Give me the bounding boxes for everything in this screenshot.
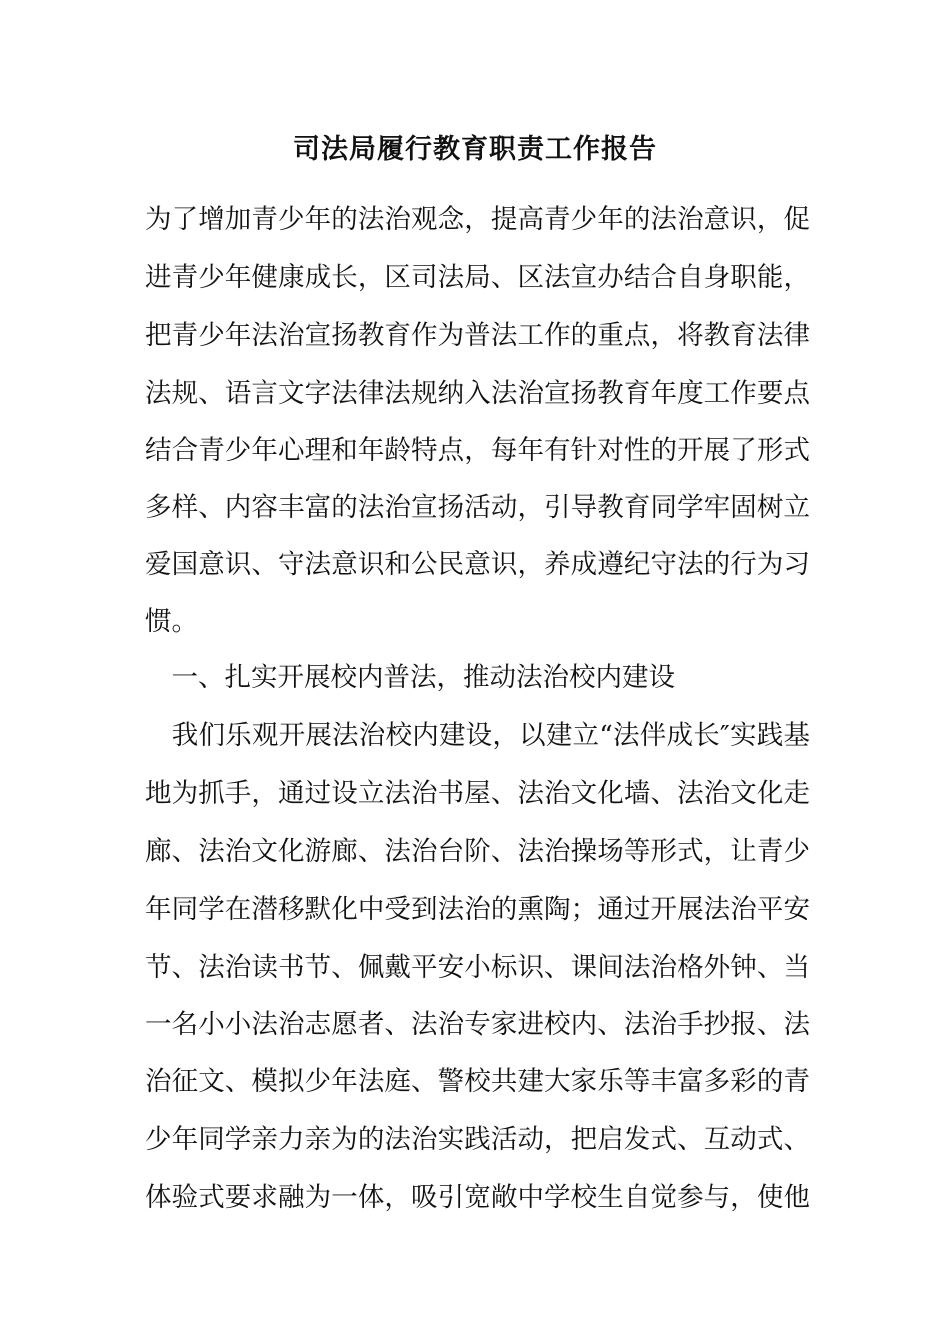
paragraph-line: 爱国意识、守法意识和公民意识，养成遵纪守法的行为习 [145,549,810,580]
paragraph-line: 少年同学亲力亲为的法治实践活动，把启发式、互动式、 [145,1124,810,1155]
paragraph-line: 体验式要求融为一体，吸引宽敞中学校生自觉参与，使他 [145,1182,810,1213]
paragraph-line: 进青少年健康成长，区司法局、区法宣办结合自身职能， [145,262,810,293]
paragraph-line: 惯。 [145,606,198,637]
paragraph-line: 为了增加青少年的法治观念，提高青少年的法治意识，促 [145,204,810,235]
paragraph-line: 我们乐观开展法治校内建设，以建立“法伴成长″实践基 [145,720,810,751]
section-heading: 一、扎实开展校内普法，推动法治校内建设 [145,662,675,693]
paragraph-line: 治征文、模拟少年法庭、警校共建大家乐等丰富多彩的青 [145,1066,810,1097]
paragraph-line: 一名小小法治志愿者、法治专家进校内、法治手抄报、法 [145,1009,810,1040]
paragraph-line: 地为抓手，通过设立法治书屋、法治文化墙、法治文化走 [145,778,810,809]
paragraph-line: 法规、语言文字法律法规纳入法治宣扬教育年度工作要点 [145,378,810,409]
paragraph-line: 结合青少年心理和年龄特点，每年有针对性的开展了形式 [145,435,810,466]
paragraph-line: 把青少年法治宣扬教育作为普法工作的重点，将教育法律 [145,320,810,351]
document-title: 司法局履行教育职责工作报告 [293,134,657,165]
paragraph-line: 廊、法治文化游廊、法治台阶、法治操场等形式，让青少 [145,836,810,867]
paragraph-line: 多样、内容丰富的法治宣扬活动，引导教育同学牢固树立 [145,492,810,523]
paragraph-line: 年同学在潜移默化中受到法治的熏陶；通过开展法治平安 [145,894,810,925]
paragraph-line: 节、法治读书节、佩戴平安小标识、课间法治格外钟、当 [145,952,810,983]
